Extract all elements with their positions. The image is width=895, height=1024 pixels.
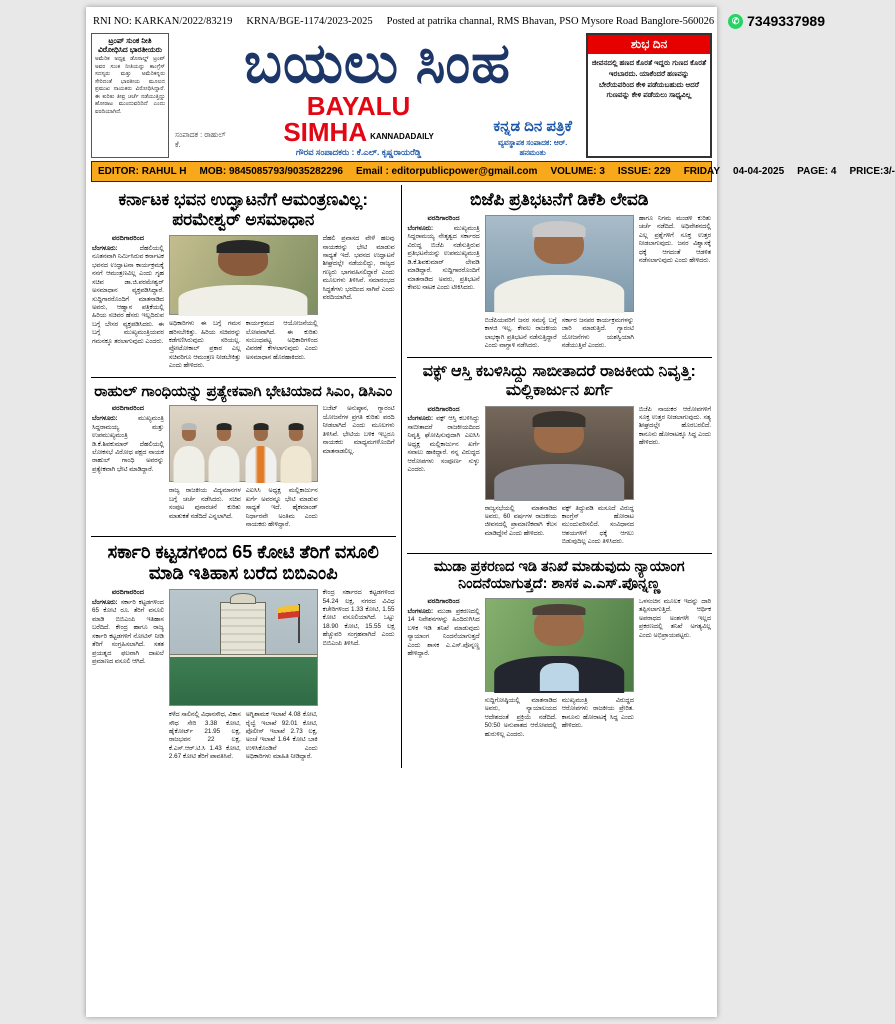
reg-number: KRNA/BGE-1174/2023-2025: [246, 15, 373, 27]
posted-info: Posted at patrika channal, RMS Bhavan, PSO Mysore Road Banglore-560026: [386, 15, 715, 27]
article-column: ಬಜೆಟ್ ಅನುಷ್ಠಾನ, ಗ್ಯಾರಂಟಿ ಯೋಜನೆಗಳ ಪ್ರಗತಿ ಕುರಿತು ವರದಿ ನೀಡಲಾಗಿದೆ ಎಂದು ಮೂಲಗಳು ತಿಳಿಸಿವೆ. ಭೇಟಿಯ ಬಳಿಕ ಇಬ್ಬರೂ ನಾಯಕರು ಮಾಧ್ಯಮಗಳೊಂದಿಗೆ ಮಾತನಾಡಲಿಲ್ಲ.: [322, 405, 395, 455]
cm-dcm-rahul-gandhi-meeting-photo: [169, 405, 318, 482]
issue-label: ISSUE: 229: [617, 166, 671, 177]
article-dks-bjp-protest: [407, 185, 713, 357]
mobile-numbers: MOB: 9845085793/9035282296: [199, 166, 343, 177]
article-column: ಬಿಜೆಪಿ ನಾಯಕರ ಆರೋಪಗಳಿಗೆ ಸೂಕ್ತ ಉತ್ತರ ನೀಡಲಾಗುವುದು. ಸತ್ಯ ಶೀಘ್ರದಲ್ಲೇ ಹೊರಬರಲಿದೆ. ಕಾನೂನು ಹೋರಾಟಕ್ಕೂ ಸಿದ್ಧ ಎಂದು ಹೇಳಿದರು.: [638, 405, 711, 447]
bbmp-building-photo: [169, 589, 318, 706]
left-news-brief-box: [91, 33, 169, 158]
article-cm-dcm-rahul-meeting: [91, 377, 396, 536]
rni-number: RNI NO: KARKAN/2022/83219: [93, 15, 233, 27]
masthead: [91, 33, 712, 158]
article-column: ವರದಿಗಾರರಿಂದ ಬೆಂಗಳೂರು: ಸರ್ಕಾರಿ ಕಟ್ಟಡಗಳಿಂದ 65 ಕೋಟಿ ರೂ. ತೆರಿಗೆ ವಸೂಲಿ ಮಾಡಿ ಬಿಬಿಎಂಪಿ ಇತಿಹಾಸ ಬರೆದಿದೆ. ಕೇಂದ್ರ ಹಾಗೂ ರಾಜ್ಯ ಸರ್ಕಾರಿ ಕಟ್ಟಡಗಳಿಗೆ ನೋಟಿಸ್ ನೀಡಿ ತೆರಿಗೆ ಸಂಗ್ರಹಿಸಲಾಗಿದೆ. ಸತತ ಪ್ರಯತ್ನದ ಫಲವಾಗಿ ದಾಖಲೆ ಪ್ರಮಾಣದ ವಸೂಲಿ ಆಗಿದೆ.: [92, 589, 164, 665]
article-column: ಕಾರ್ಯಕ್ರಮದ ಆಯೋಜನೆಯಲ್ಲಿ ಲೋಪವಾಗಿದೆ. ಈ ಕುರಿತು ಸಂಬಂಧಪಟ್ಟ ಅಧಿಕಾರಿಗಳಿಂದ ವಿವರಣೆ ಕೇಳಲಾಗುವುದು ಎಂದು ಅಸಮಾಧಾನ ಹೊರಹಾಕಿದರು.: [245, 320, 318, 361]
whatsapp-icon: ✆: [728, 14, 743, 29]
article-karnataka-bhavan: [91, 185, 396, 377]
dateline: ಬೆಂಗಳೂರು:: [407, 607, 434, 615]
article-column: ದೆಹಲಿ ಪ್ರವಾಸದ ವೇಳೆ ಹಲವು ನಾಯಕರನ್ನು ಭೇಟಿ ಮಾಡುವ ಸಾಧ್ಯತೆ ಇದೆ. ಭವನದ ಉದ್ಘಾಟನೆ ಶೀಘ್ರದಲ್ಲೇ ನಡೆಯಲಿದ್ದು, ರಾಜ್ಯದ ಗಣ್ಯರು ಭಾಗವಹಿಸಲಿದ್ದಾರೆ ಎಂದು ಮೂಲಗಳು ತಿಳಿಸಿವೆ. ಸಮಾರಂಭದ ಸಿದ್ಧತೆಗಳು ಭರದಿಂದ ಸಾಗಿವೆ ಎಂದು ವರದಿಯಾಗಿದೆ.: [322, 235, 395, 302]
newspaper-page: [86, 7, 895, 1017]
article-column: ಕೇಂದ್ರ ಸರ್ಕಾರದ ಕಟ್ಟಡಗಳಿಂದ 54.24 ಲಕ್ಷ, ನಗರದ ವಿವಿಧ ಕಚೇರಿಗಳಿಂದ 1.33 ಕೋಟಿ, 1.55 ಕೋಟಿ ವಸೂಲಿಯಾಗಿದೆ. ಒಟ್ಟು 18.90 ಕೋಟಿ, 15.55 ಲಕ್ಷ ಹೆಚ್ಚುವರಿ ಸಂಗ್ರಹವಾಗಿದೆ ಎಂದು ಬಿಬಿಎಂಪಿ ತಿಳಿಸಿದೆ.: [322, 589, 395, 647]
good-day-box: [586, 33, 712, 158]
paper-title-english: BAYALU SIMHA KANNADADAILY: [283, 91, 434, 147]
registration-bar: [91, 10, 825, 31]
article-column: ರಾಜ್ಯ ರಾಜಕೀಯ ವಿದ್ಯಮಾನಗಳ ಬಗ್ಗೆ ಚರ್ಚೆ ನಡೆಸಿದರು. ಸಚಿವ ಸಂಪುಟ ಪುನಾರಚನೆ ಕುರಿತು ಮಾತುಕತೆ ನಡೆದಿದೆ ಎನ್ನಲಾಗಿದೆ.: [168, 487, 241, 520]
good-day-quote: ಜೀವನದಲ್ಲಿ ಹಣದ ಕೊರತೆ ಇದ್ದರು ಗುಣದ ಕೊರತೆ ಇರಬಾರದು. ಯಾಕೆಂದರೆ ಹಣವನ್ನು ಬೇರೆಯವರಿಂದ ಕೇಳಿ ಪಡೆಯಬಹುದು ಆದರೆ ಗುಣವನ್ನು ಕೇಳಿ ಪಡೆಯಲು ಸಾಧ್ಯವಿಲ್ಲ: [591, 58, 707, 100]
article-column: ಒಳಸಂಚಿನ ಮೂಲಕ ಇದನ್ನು ದಾರಿ ತಪ್ಪಿಸಲಾಗುತ್ತಿದೆ. ಆರ್ಥಿಕ ಅಪರಾಧದ ಅಂಶಗಳೇ ಇಲ್ಲದ ಪ್ರಕರಣದಲ್ಲಿ ತನಿಖೆ ಅಗತ್ಯವಿಲ್ಲ ಎಂದು ಅಭಿಪ್ರಾಯಪಟ್ಟರು.: [638, 597, 711, 639]
article-column: ಮುಖ್ಯಮಂತ್ರಿ ವಿರುದ್ಧದ ಆರೋಪಗಳು ರಾಜಕೀಯ ಪ್ರೇರಿತ. ಕಾನೂನು ಹೋರಾಟಕ್ಕೆ ಸಿದ್ಧ ಎಂದು ಹೇಳಿದರು.: [561, 696, 634, 730]
byline: ವರದಿಗಾರರಿಂದ: [427, 215, 460, 223]
as-ponnanna-photo: [485, 598, 634, 692]
article-column: ವಕ್ಫ್ ತಿದ್ದುಪಡಿ ಮಸೂದೆ ವಿರುದ್ಧ ಕಾಂಗ್ರೆಸ್ ಹೋರಾಟ ಮುಂದುವರಿಸಲಿದೆ. ಸಂವಿಧಾನದ ಆಶಯಗಳಿಗೆ ಧಕ್ಕೆ ಆಗಲು ಬಿಡುವುದಿಲ್ಲ ಎಂದು ತಿಳಿಸಿದರು.: [561, 504, 634, 546]
phone-number: 7349337989: [747, 13, 825, 29]
article-column: ರಾಜ್ಯಸಭೆಯಲ್ಲಿ ಮಾತನಾಡಿದ ಅವರು, 60 ವರ್ಷಗಳ ರಾಜಕೀಯ ಜೀವನದಲ್ಲಿ ಪ್ರಾಮಾಣಿಕವಾಗಿ ಕೆಲಸ ಮಾಡಿದ್ದೇನೆ ಎಂದು ಹೇಳಿದರು.: [484, 504, 557, 537]
dateline: ಬೆಂಗಳೂರು:: [407, 415, 434, 423]
paper-title-kannada: ಬಯಲು ಸಿಂಹ: [244, 31, 511, 94]
article-column: ವರದಿಗಾರರಿಂದ ಬೆಂಗಳೂರು: ಮುಖ್ಯಮಂತ್ರಿ ಸಿದ್ದರಾಮಯ್ಯ ನೇತೃತ್ವದ ಸರ್ಕಾರದ ವಿರುದ್ಧ ಬಿಜೆಪಿ ನಡೆಸುತ್ತಿರುವ ಪ್ರತಿಭಟನೆಯನ್ನು ಉಪಮುಖ್ಯಮಂತ್ರಿ ಡಿ.ಕೆ.ಶಿವಕುಮಾರ್ ಲೇವಡಿ ಮಾಡಿದ್ದಾರೆ. ಸುದ್ದಿಗಾರರೊಂದಿಗೆ ಮಾತನಾಡಿದ ಅವರು, ಪ್ರತಿಭಟನೆ ಕೇವಲ ನಾಟಕ ಎಂದು ಟೀಕಿಸಿದರು.: [407, 215, 480, 291]
date-label: 04-04-2025: [733, 166, 785, 177]
article-column: ಎಐಸಿಸಿ ಅಧ್ಯಕ್ಷ ಮಲ್ಲಿಕಾರ್ಜುನ ಖರ್ಗೆ ಅವರನ್ನೂ ಭೇಟಿ ಮಾಡುವ ಸಾಧ್ಯತೆ ಇದೆ. ಹೈಕಮಾಂಡ್ ನಿರ್ಧಾರವೇ ಅಂತಿಮ ಎಂದು ನಾಯಕರು ಹೇಳಿದ್ದಾರೆ.: [245, 487, 318, 529]
article-column: ಬಿಜೆಪಿಯವರಿಗೆ ಜನರ ಸಮಸ್ಯೆ ಬಗ್ಗೆ ಕಾಳಜಿ ಇಲ್ಲ. ಕೇವಲ ರಾಜಕೀಯ ಲಾಭಕ್ಕಾಗಿ ಪ್ರತಿಭಟನೆ ನಡೆಸುತ್ತಿದ್ದಾರೆ ಎಂದು ವಾಗ್ದಾಳಿ ನಡೆಸಿದರು.: [484, 317, 557, 350]
article-column: ವರದಿಗಾರರಿಂದ ಬೆಂಗಳೂರು: ಮುಡಾ ಪ್ರಕರಣದಲ್ಲಿ 14 ನಿವೇಶನಗಳನ್ನು ಹಿಂದಿರುಗಿಸಿದ ಬಳಿಕ ಇಡಿ ತನಿಖೆ ಮಾಡುವುದು ನ್ಯಾಯಾಂಗ ನಿಂದನೆಯಾಗುತ್ತದೆ ಎಂದು ಶಾಸಕ ಎ.ಎಸ್.ಪೊನ್ನಣ್ಣ ಹೇಳಿದ್ದಾರೆ.: [407, 597, 480, 657]
volume-label: VOLUME: 3: [550, 166, 605, 177]
article-kharge-wakf: [407, 357, 713, 553]
article-column: ಸರ್ಕಾರ ಜನಪರ ಕಾರ್ಯಕ್ರಮಗಳನ್ನು ಜಾರಿ ಮಾಡುತ್ತಿದೆ. ಗ್ಯಾರಂಟಿ ಯೋಜನೆಗಳು ಯಶಸ್ವಿಯಾಗಿ ನಡೆಯುತ್ತಿವೆ ಎಂದರು.: [561, 317, 634, 350]
article-muda-ponnanna: [407, 553, 713, 745]
byline: ವರದಿಗಾರರಿಂದ: [111, 235, 144, 243]
contact-phone: [728, 13, 825, 29]
brief-title: ಟ್ರಂಪ್ ಸುಂಕ ನೀತಿ ವಿರೋಧಿಸಿದ ಭಾರತೀಯರು: [97, 36, 163, 54]
daily-label: KANNADADAILY: [370, 132, 434, 141]
dateline: ಬೆಂಗಳೂರು:: [92, 415, 118, 423]
right-column-half: [402, 185, 713, 768]
tagline-kannada-daily: ಕನ್ನಡ ದಿನ ಪತ್ರಿಕೆ: [493, 118, 572, 135]
left-column-half: [91, 185, 402, 768]
article-column: ವರದಿಗಾರರಿಂದ ಬೆಂಗಳೂರು: ವಕ್ಫ್ ಆಸ್ತಿ ಕಬಳಿಸಿದ್ದು ಸಾಬೀತಾದರೆ ರಾಜಕೀಯದಿಂದ ನಿವೃತ್ತಿ ಘೋಷಿಸುವುದಾಗಿ ಎಐಸಿಸಿ ಅಧ್ಯಕ್ಷ ಮಲ್ಲಿಕಾರ್ಜುನ ಖರ್ಗೆ ಸವಾಲು ಹಾಕಿದ್ದಾರೆ. ನನ್ನ ವಿರುದ್ಧದ ಆರೋಪಗಳು ಸಂಪೂರ್ಣ ಸುಳ್ಳು ಎಂದರು.: [407, 405, 480, 473]
articles-area: [91, 185, 712, 768]
article-column: ವರದಿಗಾರರಿಂದ ಬೆಂಗಳೂರು: ಮುಖ್ಯಮಂತ್ರಿ ಸಿದ್ದರಾಮಯ್ಯ ಮತ್ತು ಉಪಮುಖ್ಯಮಂತ್ರಿ ಡಿ.ಕೆ.ಶಿವಕುಮಾರ್ ದೆಹಲಿಯಲ್ಲಿ ಲೋಕಸಭೆ ವಿರೋಧ ಪಕ್ಷದ ನಾಯಕ ರಾಹುಲ್ ಗಾಂಧಿ ಅವರನ್ನು ಪ್ರತ್ಯೇಕವಾಗಿ ಭೇಟಿ ಮಾಡಿದ್ದಾರೆ.: [92, 405, 164, 473]
article-headline: ವಕ್ಫ್ ಆಸ್ತಿ ಕಬಳಿಸಿದ್ದು ಸಾಬೀತಾದರೆ ರಾಜಕೀಯ ನಿವೃತ್ತಿ: ಮಲ್ಲಿಕಾರ್ಜುನ ಖರ್ಗೆ: [422, 362, 696, 399]
editor-name-line: ಸಂಪಾದಕ : ರಾಹುಲ್ ಕೆ.: [175, 130, 226, 149]
dateline: ಬೆಂಗಳೂರು:: [92, 244, 118, 252]
byline: ವರದಿಗಾರರಿಂದ: [111, 405, 144, 413]
email-address: Email : editorpublicpower@gmail.com: [355, 166, 538, 177]
honorary-editor-line: ಗೌರವ ಸಂಪಾದಕರು : ಕೆ.ಎಲ್. ಕೃಷ್ಣರಾಯರೆಡ್ಡಿ: [295, 147, 422, 157]
article-column: ಹಾಗೂ ನಿಗಮ ಮಂಡಳಿ ಕುರಿತು ಚರ್ಚೆ ನಡೆದಿದೆ. ಅಧಿವೇಶನದಲ್ಲಿ ಎಲ್ಲ ಪ್ರಶ್ನೆಗಳಿಗೆ ಸೂಕ್ತ ಉತ್ತರ ನೀಡಲಾಗುವುದು. ಜನರ ವಿಶ್ವಾಸಕ್ಕೆ ಧಕ್ಕೆ ಆಗದಂತೆ ಆಡಳಿತ ನಡೆಸಲಾಗುವುದು ಎಂದು ಹೇಳಿದರು.: [638, 215, 711, 265]
dk-shivakumar-photo: [485, 215, 634, 312]
article-column: ಅಗ್ನಿಶಾಮಕ ಇಲಾಖೆ 4.08 ಕೋಟಿ, ರೈಲ್ವೆ ಇಲಾಖೆ 92.01 ಕೋಟಿ, ಪೊಲೀಸ್ ಇಲಾಖೆ 2.73 ಲಕ್ಷ, ಅಂಚೆ ಇಲಾಖೆ 1.64 ಕೋಟಿ ಬಾಕಿ ಉಳಿಸಿಕೊಂಡಿವೆ ಎಂದು ಅಧಿಕಾರಿಗಳು ಮಾಹಿತಿ ನೀಡಿದ್ದಾರೆ.: [245, 711, 318, 761]
article-column: ವರದಿಗಾರರಿಂದ ಬೆಂಗಳೂರು: ದೆಹಲಿಯಲ್ಲಿ ನೂತನವಾಗಿ ನಿರ್ಮಿಸಿರುವ ಕರ್ನಾಟಕ ಭವನದ ಉದ್ಘಾಟನಾ ಕಾರ್ಯಕ್ರಮಕ್ಕೆ ನನಗೆ ಆಮಂತ್ರಣವಿಲ್ಲ ಎಂದು ಗೃಹ ಸಚಿವ ಡಾ.ಜಿ.ಪರಮೇಶ್ವರ್ ಅಸಮಾಧಾನ ವ್ಯಕ್ತಪಡಿಸಿದ್ದಾರೆ. ಸುದ್ದಿಗಾರರೊಂದಿಗೆ ಮಾತನಾಡಿದ ಅವರು, ಆಹ್ವಾನ ಪತ್ರಿಕೆಯಲ್ಲಿ ಹಿರಿಯ ಸಚಿವರ ಹೆಸರು ಇಲ್ಲದಿರುವ ಬಗ್ಗೆ ಬೇಸರ ವ್ಯಕ್ತಪಡಿಸಿದರು. ಈ ಬಗ್ಗೆ ಮುಖ್ಯಮಂತ್ರಿಯವರ ಗಮನಕ್ಕೂ ತರಲಾಗುವುದು ಎಂದರು.: [92, 235, 164, 345]
article-headline: ರಾಹುಲ್ ಗಾಂಧಿಯನ್ನು ಪ್ರತ್ಯೇಕವಾಗಿ ಭೇಟಿಯಾದ ಸಿಎಂ, ಡಿಸಿಎಂ: [94, 382, 393, 400]
parameshwar-photo: [169, 235, 318, 315]
dateline: ಬೆಂಗಳೂರು:: [407, 224, 434, 232]
good-day-header: ಶುಭ ದಿನ: [588, 35, 710, 54]
managing-editor-line: ವ್ಯವಸ್ಥಾಪಕ ಸಂಪಾದಕ: ಆರ್. ಹನಮಂತು: [497, 138, 568, 157]
byline: ವರದಿಗಾರರಿಂದ: [427, 405, 460, 413]
issue-info-bar: [91, 161, 895, 182]
page-label: PAGE: 4: [797, 166, 837, 177]
article-column: ಸುದ್ದಿಗೋಷ್ಠಿಯಲ್ಲಿ ಮಾತನಾಡಿದ ಅವರು, ನ್ಯಾಯಾಲಯದ ಆದೇಶದಂತೆ ಪ್ರಕ್ರಿಯೆ ನಡೆದಿದೆ. 50:50 ಅನುಪಾತದ ಆರೋಪದಲ್ಲಿ ಹುರುಳಿಲ್ಲ ಎಂದರು.: [484, 696, 557, 738]
article-headline: ಮುಡಾ ಪ್ರಕರಣದ ಇಡಿ ತನಿಖೆ ಮಾಡುವುದು ನ್ಯಾಯಾಂಗ ನಿಂದನೆಯಾಗುತ್ತದೆ: ಶಾಸಕ ಎ.ಎಸ್.ಪೊನ್ನಣ್ಣ: [433, 558, 685, 592]
mallikarjuna-kharge-photo: [485, 406, 634, 500]
article-bbmp-tax: [91, 536, 396, 768]
article-column: ಕಳೆದ ಸಾಲಿನಲ್ಲಿ ವಿಧಾನಸೌಧ, ವಿಕಾಸ ಸೌಧ ಸೇರಿ 3.38 ಕೋಟಿ, ಹೈಕೋರ್ಟ್ 21.95 ಲಕ್ಷ, ರಾಜಭವನ 22 ಲಕ್ಷ, ಕೆ.ಎಸ್.ಆರ್.ಟಿ.ಸಿ 1.43 ಕೋಟಿ, 2.67 ಕೋಟಿ ತೆರಿಗೆ ಪಾವತಿಸಿವೆ.: [168, 711, 241, 761]
brief-body: ಅಮೆರಿಕ ಅಧ್ಯಕ್ಷ ಡೊನಾಲ್ಡ್ ಟ್ರಂಪ್ ಅವರ ಸುಂಕ ನೀತಿಯನ್ನು ಕಾಂಗ್ರೆಸ್ ಸದಸ್ಯರು ಮತ್ತು ಅಮೆರಿಕನ್ನರು ಸೇರಿದಂತೆ ಭಾರತೀಯ ಮೂಲದ ಪ್ರಮುಖ ನಾಯಕರು ವಿರೋಧಿಸಿದ್ದಾರೆ. ಈ ಕುರಿತು ತೀವ್ರ ಚರ್ಚೆ ನಡೆಯುತ್ತಿದ್ದು ಹೋರಾಟ ಮುಂದುವರಿದಿದೆ ಎಂದು ವರದಿಯಾಗಿದೆ.: [95, 56, 165, 115]
price-label: PRICE:3/-: [849, 166, 895, 177]
article-headline: ಬಿಜೆಪಿ ಪ್ರತಿಭಟನೆಗೆ ಡಿಕೆಶಿ ಲೇವಡಿ: [469, 190, 649, 209]
byline: ವರದಿಗಾರರಿಂದ: [427, 597, 460, 605]
article-headline: ಸರ್ಕಾರಿ ಕಟ್ಟಡಗಳಿಂದ 65 ಕೋಟಿ ತೆರಿಗೆ ವಸೂಲಿ ಮಾಡಿ ಇತಿಹಾಸ ಬರೆದ ಬಿಬಿಎಂಪಿ: [107, 541, 379, 583]
article-column: ಅಧಿಕಾರಿಗಳು ಈ ಬಗ್ಗೆ ಗಮನ ಹರಿಸಬೇಕಿತ್ತು. ಹಿರಿಯ ಸಚಿವರನ್ನು ಕಡೆಗಣಿಸಿರುವುದು ಸರಿಯಲ್ಲ. ಪ್ರೋಟೋಕಾಲ್ ಪ್ರಕಾರ ಎಲ್ಲ ಸಚಿವರಿಗೂ ಆಮಂತ್ರಣ ನೀಡಬೇಕಿತ್ತು ಎಂದು ಹೇಳಿದರು.: [168, 320, 241, 370]
article-headline: ಕರ್ನಾಟಕ ಭವನ ಉದ್ಘಾಟನೆಗೆ ಆಮಂತ್ರಣವಿಲ್ಲ: ಪರಮೇಶ್ವರ್ ಅಸಮಾಧಾನ: [118, 190, 369, 230]
editor-label: EDITOR: RAHUL H: [98, 166, 187, 177]
byline: ವರದಿಗಾರರಿಂದ: [111, 589, 144, 597]
masthead-center: [175, 33, 580, 158]
dateline: ಬೆಂಗಳೂರು:: [92, 598, 118, 606]
weekday-label: FRIDAY: [683, 166, 721, 177]
